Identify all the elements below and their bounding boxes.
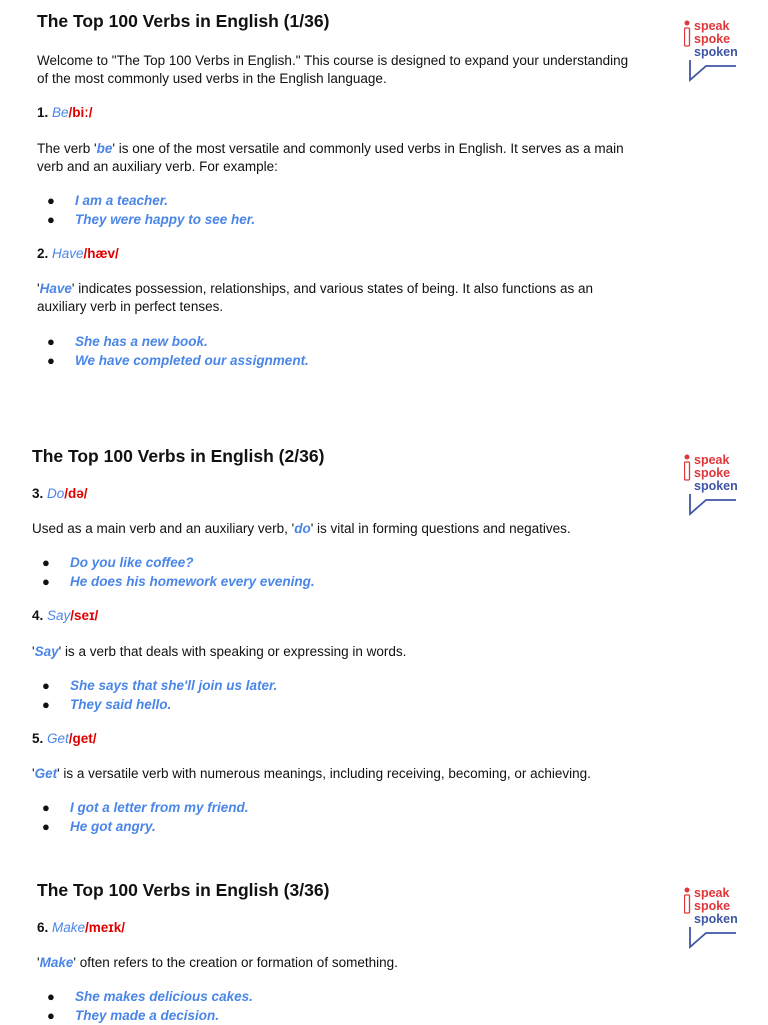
- ipa-transcription: /biː/: [68, 105, 93, 120]
- logo-word-spoke: spoke: [694, 466, 731, 480]
- verb-word: Make: [52, 920, 86, 935]
- speech-tail-icon: [684, 494, 740, 518]
- verb-heading-6: 6. Make/meɪk/: [37, 920, 126, 935]
- logo-word-spoke: spoke: [694, 899, 731, 913]
- verb-word: Be: [52, 105, 69, 120]
- speaker-icon: [684, 887, 692, 915]
- ipa-transcription: /də/: [64, 486, 88, 501]
- verb-description: 'Say' is a verb that deals with speaking or expressing in words.: [32, 644, 407, 659]
- ipa-transcription: /meɪk/: [85, 920, 126, 935]
- speaker-icon: [684, 20, 692, 48]
- logo-word-spoken: spoken: [694, 479, 738, 493]
- verb-description: Used as a main verb and an auxiliary verb, 'do' is vital in forming questions and negatives.: [32, 521, 571, 536]
- verb-heading-1: 1. Be/biː/: [37, 105, 93, 120]
- verb-word: Do: [47, 486, 65, 501]
- logo-word-spoke: spoke: [694, 32, 731, 46]
- logo-word-speak: speak: [694, 886, 730, 900]
- logo-word-spoken: spoken: [694, 45, 738, 59]
- intro-paragraph: Welcome to "The Top 100 Verbs in English." This course is designed to expand your understanding of the most commonly used verbs in the English language.: [37, 53, 629, 86]
- verb-heading-4: 4. Say/seɪ/: [32, 608, 99, 623]
- verb-description: The verb 'be' is one of the most versatile and commonly used verbs in English. It serves as a main verb and an auxiliary verb. For example:: [37, 141, 624, 174]
- ipa-transcription: /hæv/: [83, 246, 119, 261]
- verb-word: Say: [47, 608, 71, 623]
- verb-description: 'Have' indicates possession, relationships, and various states of being. It also functions as an auxiliary verb in perfect tenses.: [37, 281, 593, 314]
- slide-title: The Top 100 Verbs in English (3/36): [37, 880, 330, 900]
- logo-word-speak: speak: [694, 453, 730, 467]
- verb-heading-5: 5. Get/get/: [32, 731, 97, 746]
- speaker-icon: [684, 454, 692, 482]
- verb-description: 'Make' often refers to the creation or formation of something.: [37, 955, 398, 970]
- slide-title: The Top 100 Verbs in English (1/36): [37, 11, 330, 31]
- speech-tail-icon: [684, 927, 740, 951]
- verb-heading-3: 3. Do/də/: [32, 486, 88, 501]
- speech-tail-icon: [684, 60, 740, 84]
- slide-title: The Top 100 Verbs in English (2/36): [32, 446, 325, 466]
- speak-spoke-spoken-logo: [684, 454, 744, 524]
- logo-word-spoken: spoken: [694, 912, 738, 926]
- ipa-transcription: /seɪ/: [70, 608, 99, 623]
- verb-heading-2: 2. Have/hæv/: [37, 246, 119, 261]
- speak-spoke-spoken-logo: [684, 887, 744, 957]
- logo-word-speak: speak: [694, 19, 730, 33]
- ipa-transcription: /get/: [68, 731, 97, 746]
- verb-word: Have: [52, 246, 84, 261]
- verb-description: 'Get' is a versatile verb with numerous meanings, including receiving, becoming, or achieving.: [32, 766, 591, 781]
- speak-spoke-spoken-logo: [684, 20, 744, 90]
- verb-word: Get: [47, 731, 69, 746]
